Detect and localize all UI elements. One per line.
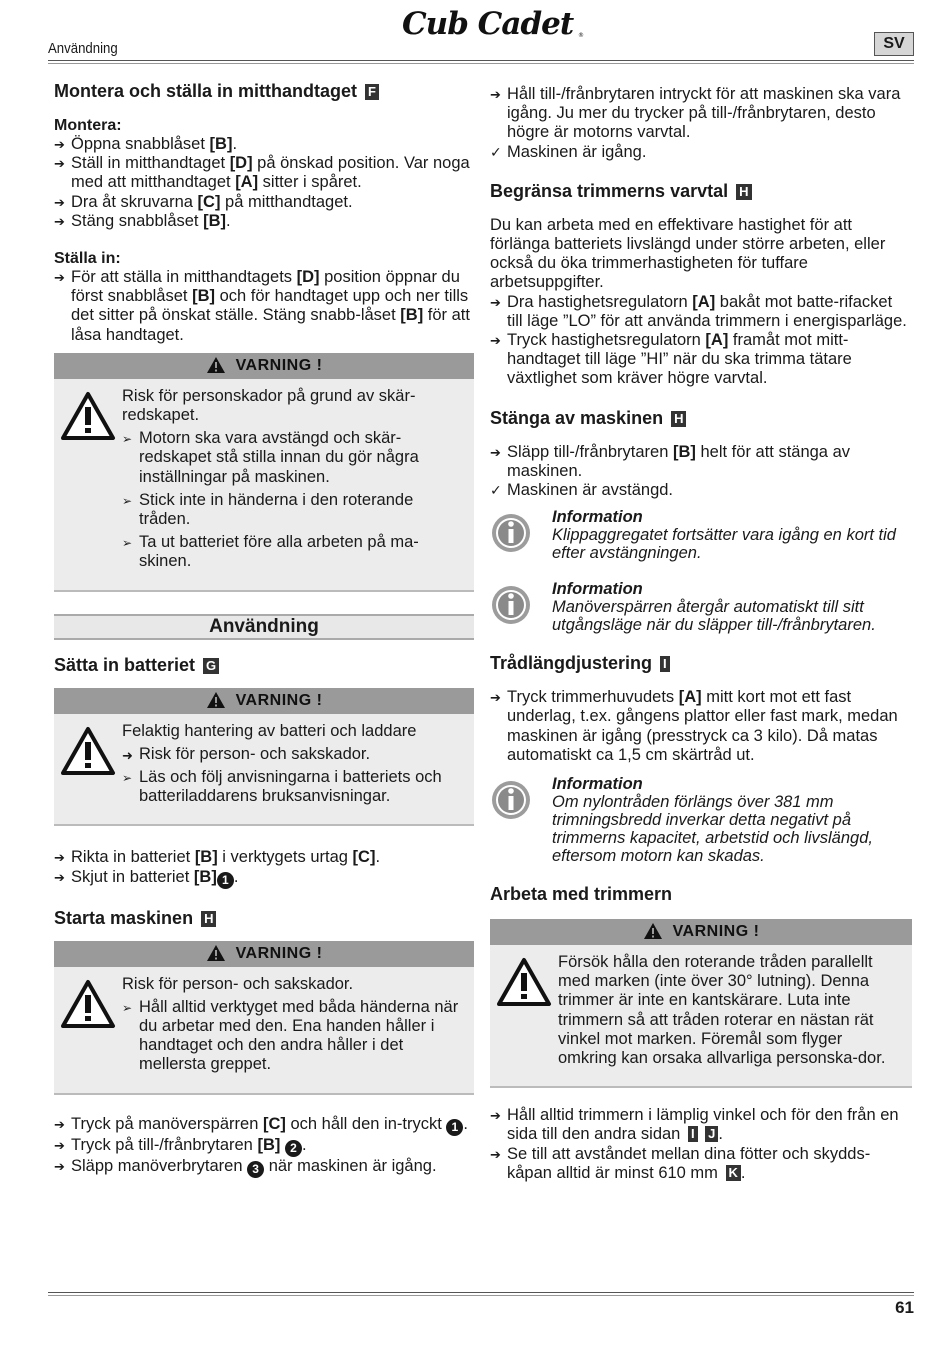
info-text: Om nylontråden förlängs över 381 mm trimningsbredd inverkar detta negativt på trimmerns kapacitet, arbetstid och livslängd, eftersom motorn kan skadas. bbox=[552, 793, 873, 866]
trad-steps bbox=[490, 688, 912, 765]
warning-text: Risk för personskador på grund av skär-redskapet. bbox=[122, 386, 416, 425]
warning-text: Försök hålla den roterande tråden parallellt med marken (inte över 30° lutning). Denna trimmer är inte en kantskärare. Luta inte trimmern så att tråden roterar en nästan rät vinkel mot marken. Föremål som flyger omkring kan orsaka allvarliga personska-dor. bbox=[558, 953, 886, 1068]
list-item: ➔ Ställ in mitthandtaget [D] på önskad position. Var noga med att mitthandtaget [A] sitter i spåret. bbox=[54, 154, 474, 192]
footer-rule-secondary bbox=[48, 1295, 914, 1296]
warning-text: Felaktig hantering av batteri och laddare bbox=[122, 721, 417, 740]
warning-triangle-icon bbox=[60, 979, 116, 1029]
list-item: ➔ Rikta in batteriet [B] i verktygets urtag [C]. bbox=[54, 848, 474, 867]
header-rule bbox=[48, 60, 914, 61]
heading-arbeta: Arbeta med trimmern bbox=[490, 884, 673, 905]
warning-small-icon bbox=[206, 691, 226, 709]
start-result bbox=[490, 143, 912, 162]
list-item: ➜ Risk för person- och sakskador. bbox=[122, 745, 460, 764]
info-icon bbox=[490, 779, 532, 821]
list-item: ➢ Motorn ska vara avstängd och skär-redskapet stå stilla innan du gör några inställningar på maskinen. bbox=[122, 429, 460, 487]
list-item: ➔ Släpp till-/frånbrytaren [B] helt för att stänga av maskinen. bbox=[490, 443, 912, 481]
list-item: ✓ Maskinen är igång. bbox=[490, 143, 912, 162]
warning-box bbox=[54, 688, 474, 827]
figure-ref: I bbox=[688, 1126, 698, 1142]
warning-header: VARNING ! bbox=[54, 353, 474, 379]
arbeta-steps bbox=[490, 1106, 912, 1183]
warning-body bbox=[54, 967, 474, 1095]
warning-items bbox=[122, 998, 460, 1075]
montera-steps bbox=[54, 135, 474, 231]
warning-box bbox=[54, 941, 474, 1095]
list-item: ➔ Skjut in batteriet [B] 1 . bbox=[54, 868, 474, 889]
list-item: ➔ Tryck på manöverspärren [C] och håll den in-tryckt 1 . bbox=[54, 1115, 474, 1136]
info-title: Information bbox=[552, 775, 643, 794]
list-item: ➢ Stick inte in händerna i den roterande tråden. bbox=[122, 491, 460, 529]
list-item: ➔ Dra åt skruvarna [C] på mitthandtaget. bbox=[54, 193, 474, 212]
list-item: ➔ Tryck trimmerhuvudets [A] mitt kort mot ett fast underlag, t.ex. gångens plattor eller fast mark, medan maskinen är igång (presstryck ca 3 kilo). Då matas automatiskt ca 1,5 cm skärtråd ut. bbox=[490, 688, 912, 765]
heading-batteri: Sätta in batteriet G bbox=[54, 654, 474, 676]
list-item: ➢ Håll alltid verktyget med båda händerna när du arbetar med den. Ena handen håller i handtaget och den andra håller i det mellersta greppet. bbox=[122, 998, 460, 1075]
figure-ref: K bbox=[726, 1165, 741, 1181]
warning-triangle-icon bbox=[496, 957, 552, 1007]
list-item: ➔ Tryck hastighetsregulatorn [A] framåt mot mitt-handtaget till läge ”HI” när du ska trimma tätare växtlighet som kräver högre varvtal. bbox=[490, 331, 912, 389]
info-icon bbox=[490, 584, 532, 626]
language-badge: SV bbox=[874, 32, 914, 56]
list-item: ➔ Håll alltid trimmern i lämplig vinkel och för den från en sida till den andra sidan I J . bbox=[490, 1106, 912, 1144]
heading-tradlangd: Trådlängdjustering I bbox=[490, 652, 912, 674]
info-text: Manöverspärren återgår automatiskt till sitt utgångsläge när du släpper till-/frånbrytaren. bbox=[552, 598, 876, 635]
warning-items bbox=[122, 429, 460, 571]
warning-box bbox=[490, 919, 912, 1088]
varvtal-steps bbox=[490, 293, 912, 389]
start-continued bbox=[490, 85, 912, 143]
info-title: Information bbox=[552, 580, 643, 599]
info-icon bbox=[490, 512, 532, 554]
figure-ref: H bbox=[736, 184, 751, 200]
starta-steps bbox=[54, 1115, 474, 1178]
info-note bbox=[490, 508, 912, 562]
warning-body bbox=[54, 714, 474, 827]
list-item: ➔ Släpp manöverbrytaren 3 när maskinen är igång. bbox=[54, 1157, 474, 1178]
info-note bbox=[490, 580, 912, 634]
warning-box bbox=[54, 353, 474, 592]
warning-small-icon bbox=[643, 922, 663, 940]
warning-items bbox=[122, 745, 460, 807]
heading-stanga: Stänga av maskinen H bbox=[490, 407, 912, 429]
warning-small-icon bbox=[206, 356, 226, 374]
header-rule-secondary bbox=[48, 63, 914, 64]
warning-header: VARNING ! bbox=[54, 941, 474, 967]
heading-varvtal: Begränsa trimmerns varvtal H bbox=[490, 180, 912, 202]
list-item: ➔ Håll till-/frånbrytaren intryckt för att maskinen ska vara igång. Ju mer du trycker på till-/frånbrytaren, desto högre är motorns varvtal. bbox=[490, 85, 912, 143]
step-number-badge: 1 bbox=[446, 1119, 463, 1136]
list-item: ➔ Dra hastighetsregulatorn [A] bakåt mot batte-rifacket till läge ”LO” för att använda trimmern i energisparläge. bbox=[490, 293, 912, 331]
step-number-badge: 3 bbox=[247, 1161, 264, 1178]
warning-triangle-icon bbox=[60, 726, 116, 776]
list-item: ➔ Öppna snabblåset [B]. bbox=[54, 135, 474, 154]
figure-ref: H bbox=[201, 911, 216, 927]
warning-header: VARNING ! bbox=[54, 688, 474, 714]
warning-body bbox=[490, 945, 912, 1088]
subheading-montera: Montera: bbox=[54, 117, 122, 134]
brand-logo-text: Cub Cadet bbox=[402, 6, 574, 42]
list-item: ➔ Tryck på till-/frånbrytaren [B] 2 . bbox=[54, 1136, 474, 1157]
step-number-badge: 1 bbox=[217, 872, 234, 889]
stalla-steps bbox=[54, 268, 474, 345]
list-item: ➔ Se till att avståndet mellan dina fötter och skydds-kåpan alltid är minst 610 mm K . bbox=[490, 1145, 912, 1183]
stanga-result bbox=[490, 481, 912, 500]
warning-text: Risk för person- och sakskador. bbox=[122, 974, 354, 993]
figure-ref: G bbox=[203, 658, 219, 674]
warning-body bbox=[54, 379, 474, 592]
heading-montera: Montera och ställa in mitthandtaget F bbox=[54, 80, 474, 102]
info-note bbox=[490, 775, 912, 865]
warning-small-icon bbox=[206, 944, 226, 962]
stanga-steps bbox=[490, 443, 912, 481]
figure-ref: H bbox=[671, 411, 686, 427]
varvtal-text: Du kan arbeta med en effektivare hastighet för att förlänga batteriets livslängd under större arbeten, eller också du öka trimmerhastigheten för tuffare arbetsuppgifter. bbox=[490, 215, 886, 292]
list-item: ✓ Maskinen är avstängd. bbox=[490, 481, 912, 500]
info-text: Klippaggregatet fortsätter vara igång en kort tid efter avstängningen. bbox=[552, 526, 896, 563]
svg-text:®: ® bbox=[578, 32, 584, 39]
subheading-stalla: Ställa in: bbox=[54, 250, 121, 268]
footer-rule bbox=[48, 1292, 914, 1293]
cub-cadet-logo bbox=[400, 4, 586, 42]
step-number-badge: 2 bbox=[285, 1140, 302, 1157]
list-item: ➔ Stäng snabblåset [B]. bbox=[54, 212, 474, 231]
figure-ref: J bbox=[705, 1126, 718, 1142]
page-number: 61 bbox=[895, 1298, 914, 1317]
list-item: ➢ Läs och följ anvisningarna i batteriets och batteriladdarens bruksanvisningar. bbox=[122, 768, 460, 806]
section-band: Användning bbox=[54, 614, 474, 640]
list-item: ➔ För att ställa in mitthandtagets [D] position öppnar du först snabblåset [B] och för handtaget upp och ner tills det sitter på önskat ställe. Stäng snabb-låset [B] för att låsa handtaget. bbox=[54, 268, 474, 345]
warning-header: VARNING ! bbox=[490, 919, 912, 945]
list-item: ➢ Ta ut batteriet före alla arbeten på ma-skinen. bbox=[122, 533, 460, 571]
right-column bbox=[490, 85, 912, 1183]
figure-ref: F bbox=[365, 84, 379, 100]
section-label: Användning bbox=[48, 40, 118, 57]
info-title: Information bbox=[552, 508, 643, 527]
figure-ref: I bbox=[660, 656, 670, 672]
warning-triangle-icon bbox=[60, 391, 116, 441]
heading-starta: Starta maskinen H bbox=[54, 907, 474, 929]
left-column bbox=[54, 80, 474, 1178]
batteri-steps bbox=[54, 848, 474, 888]
